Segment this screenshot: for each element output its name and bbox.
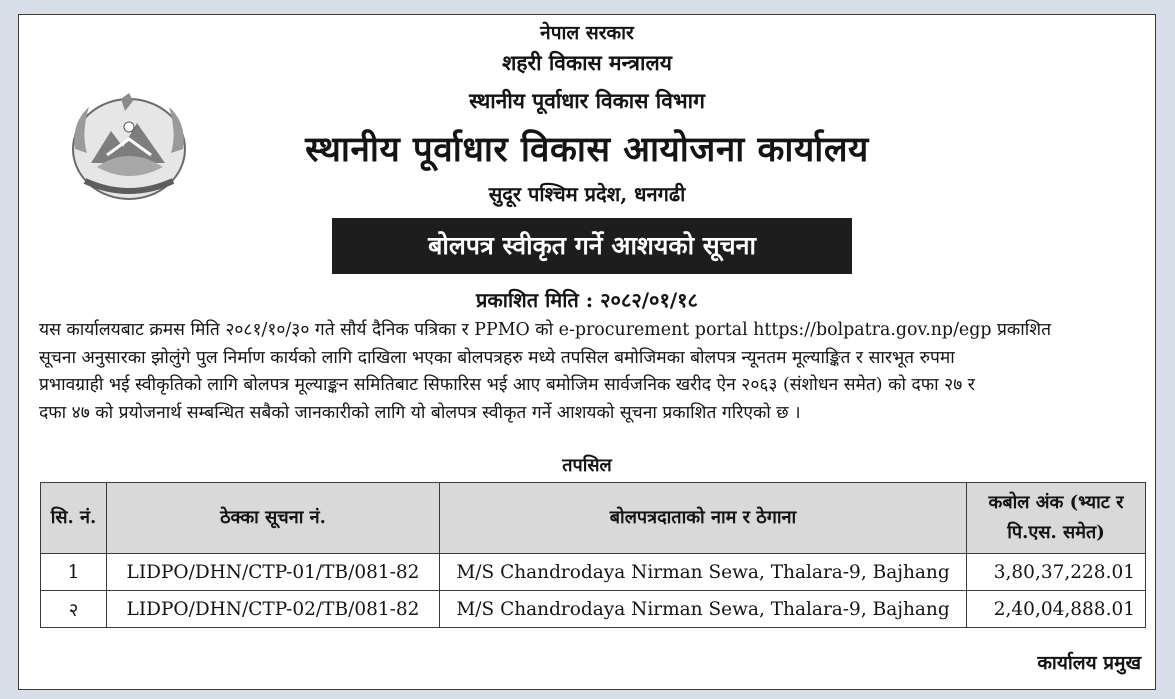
cell-bid-amount: 3,80,37,228.01 bbox=[967, 554, 1146, 591]
cell-contract-no: LIDPO/DHN/CTP-02/TB/081-82 bbox=[107, 591, 440, 628]
table-header-row bbox=[41, 483, 1146, 554]
published-date: प्रकाशित मिति : २०८२/०१/१८ bbox=[476, 288, 698, 312]
signatory: कार्यालय प्रमुख bbox=[1037, 652, 1141, 674]
cell-serial: २ bbox=[41, 591, 107, 628]
header-contract-no: ठेक्का सूचना नं. bbox=[107, 483, 440, 554]
government-heading: नेपाल सरकार bbox=[540, 22, 634, 44]
cell-bidder: M/S Chandrodaya Nirman Sewa, Thalara-9, Bajhang bbox=[440, 591, 967, 628]
notice-body-line: दफा ४७ को प्रयोजनार्थ सम्बन्धित सबैको जानकारीको लागि यो बोलपत्र स्वीकृत गर्ने आशयको सूचना प्रकाशित गरिएको छ । bbox=[39, 402, 801, 423]
header-serial: सि. नं. bbox=[41, 483, 107, 554]
cell-contract-no: LIDPO/DHN/CTP-01/TB/081-82 bbox=[107, 554, 440, 591]
office-location: सुदूर पश्चिम प्रदेश, धनगढी bbox=[488, 182, 686, 206]
table-row bbox=[41, 554, 1146, 591]
notice-title-banner: बोलपत्र स्वीकृत गर्ने आशयको सूचना bbox=[332, 218, 852, 274]
department-heading: स्थानीय पूर्वाधार विकास विभाग bbox=[469, 88, 705, 113]
cell-bidder: M/S Chandrodaya Nirman Sewa, Thalara-9, Bajhang bbox=[440, 554, 967, 591]
table-caption: तपसिल bbox=[562, 455, 612, 476]
header-bidder: बोलपत्रदाताको नाम र ठेगाना bbox=[440, 483, 967, 554]
ministry-heading: शहरी विकास मन्त्रालय bbox=[502, 50, 672, 75]
office-title: स्थानीय पूर्वाधार विकास आयोजना कार्यालय bbox=[305, 129, 869, 170]
notice-body-line: सूचना अनुसारका झोलुंगे पुल निर्माण कार्यको लागि दाखिला भएका बोलपत्रहरु मध्ये तपसिल बमोजिमका बोलपत्र न्यूनतम मूल्याङ्कित र सारभूत रुपमा bbox=[39, 347, 955, 368]
notice-body-line: प्रभावग्राही भई स्वीकृतिको लागि बोलपत्र मूल्याङ्कन समितिबाट सिफारिस भई आए बमोजिम सार्वजनिक खरीद ऐन २०६३ (संशोधन समेत) को दफा २७ र bbox=[39, 375, 975, 396]
table-row bbox=[41, 591, 1146, 628]
bid-table bbox=[40, 482, 1146, 628]
notice-body bbox=[39, 317, 1149, 427]
header-bid-amount: कबोल अंक (भ्याट र पि.एस. समेत) bbox=[967, 483, 1146, 554]
notice-body-line: यस कार्यालयबाट क्रमस मिति २०८१/१०/३० गते सौर्य दैनिक पत्रिका र PPMO को e-procurement portal https://bolpatra.gov.np/egp प्रकाशित bbox=[39, 320, 1052, 340]
cell-serial: 1 bbox=[41, 554, 107, 591]
notice-frame bbox=[18, 14, 1156, 690]
cell-bid-amount: 2,40,04,888.01 bbox=[967, 591, 1146, 628]
